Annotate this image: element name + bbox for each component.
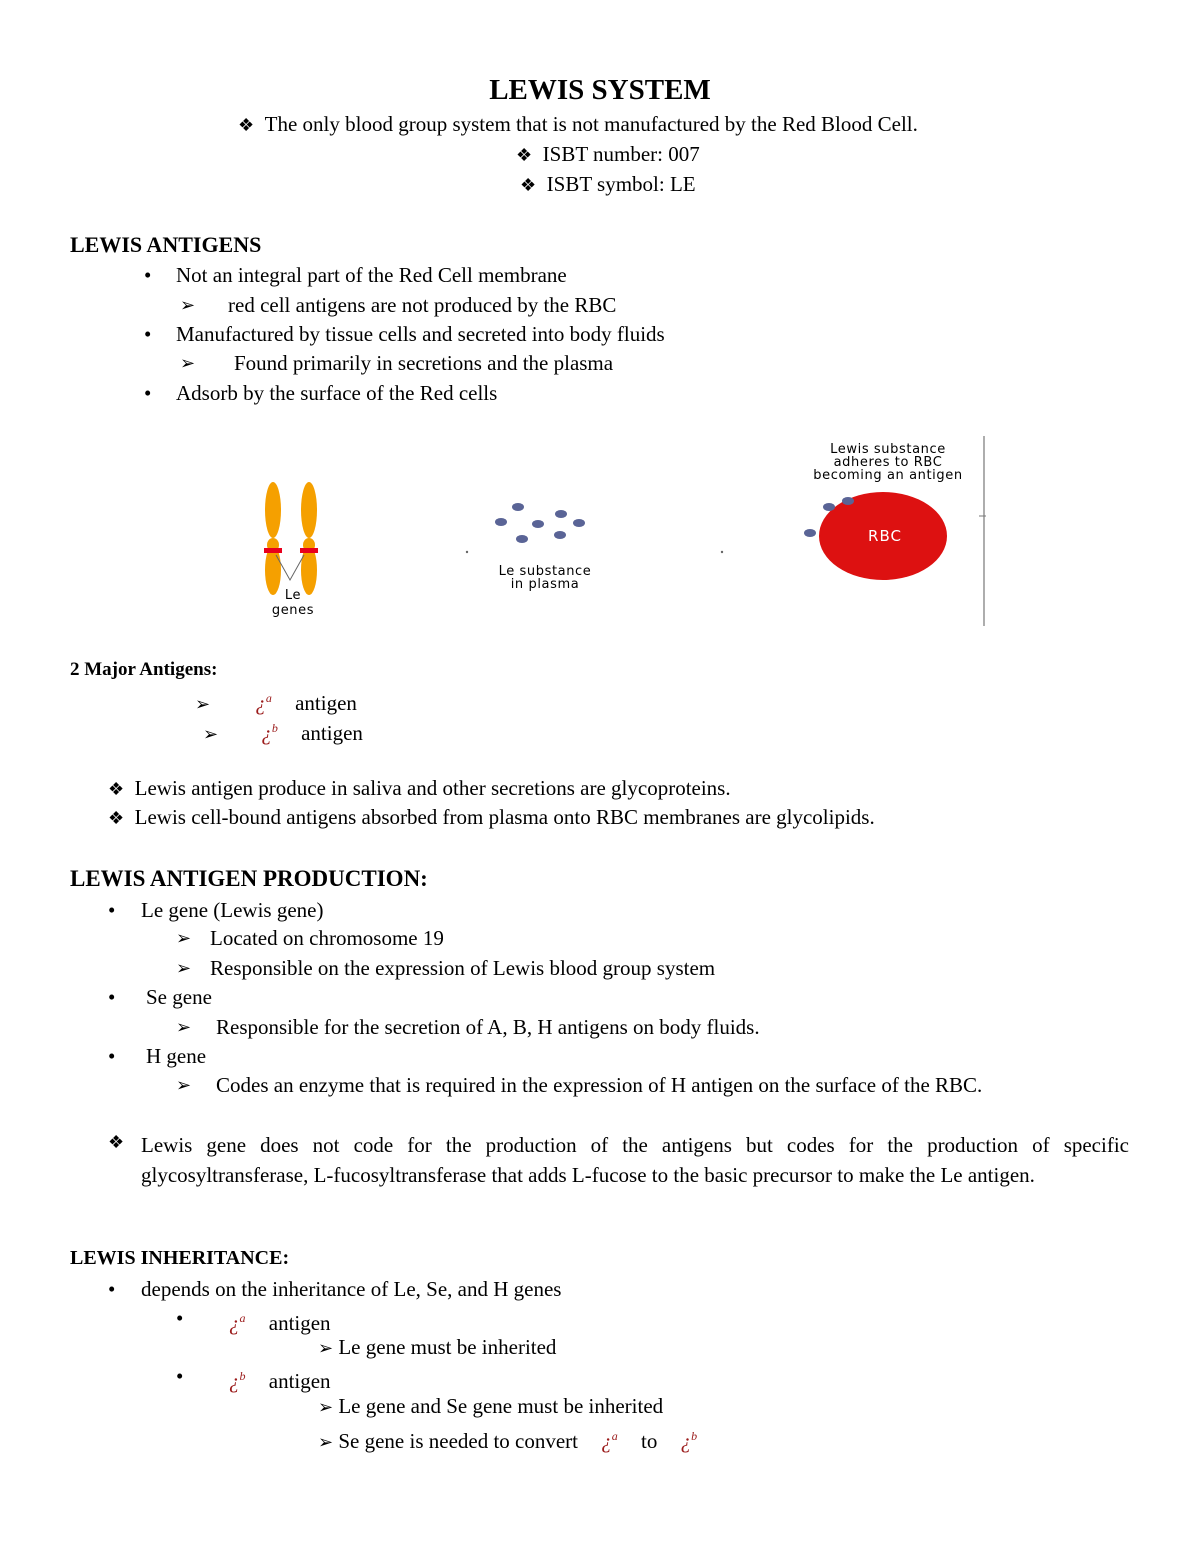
arrow-bullet-icon: ➢ xyxy=(176,1075,192,1095)
bullet-dot-icon: • xyxy=(108,898,116,922)
bullet-dot-icon: • xyxy=(108,985,116,1009)
bullet-dot-icon: • xyxy=(144,322,152,346)
section-heading-inheritance: LEWIS INHERITANCE: xyxy=(70,1247,290,1269)
diamond-bullet-icon: ❖ xyxy=(108,1132,125,1152)
list-item: Manufactured by tissue cells and secreted into body fluids xyxy=(176,322,665,346)
intro-text: ISBT number: 007 xyxy=(542,142,700,166)
arrow-bullet-icon: ➢ xyxy=(176,928,192,948)
inheritance-antigen-b: ¿$^b$ antigen xyxy=(229,1369,331,1393)
diamond-bullet-icon: ❖ xyxy=(516,145,533,165)
list-item: Located on chromosome 19 xyxy=(210,926,444,950)
list-item: red cell antigens are not produced by the RBC xyxy=(228,293,617,317)
chromosome-icon xyxy=(264,482,282,595)
arrow-bullet-icon: ➢ xyxy=(318,1338,334,1358)
arrow-bullet-icon: ➢ xyxy=(318,1397,334,1417)
major-antigen-a: ➢ ¿$^a$ antigen xyxy=(195,691,357,715)
arrow-bullet-icon: ➢ xyxy=(180,353,196,373)
arrow-bullet-icon: ➢ xyxy=(203,724,219,744)
list-item: H gene xyxy=(146,1044,207,1068)
le-substance-dots xyxy=(495,503,585,543)
diamond-bullet-icon: ❖ xyxy=(108,808,125,828)
intro-line-1 xyxy=(238,112,918,137)
page-title: LEWIS SYSTEM xyxy=(489,74,711,106)
list-item: ➢ Se gene is needed to convert ¿$^a$ to ¿$^b$ xyxy=(318,1429,698,1453)
intro-text: The only blood group system that is not manufactured by the Red Blood Cell. xyxy=(264,112,918,136)
section-heading-antigens: LEWIS ANTIGENS xyxy=(70,232,262,257)
major-antigen-b: ➢ ¿$^b$ antigen xyxy=(203,721,363,745)
list-item: Responsible on the expression of Lewis blood group system xyxy=(210,956,716,980)
diamond-bullet-icon: ❖ xyxy=(520,175,537,195)
diamond-bullet-icon: ❖ xyxy=(108,779,125,799)
list-item: Found primarily in secretions and the plasma xyxy=(234,351,614,375)
list-item: Adsorb by the surface of the Red cells xyxy=(176,381,498,405)
bullet-dot-icon: • xyxy=(144,381,152,405)
list-item: Codes an enzyme that is required in the expression of H antigen on the surface of the RBC. xyxy=(216,1073,983,1097)
note-2: ❖ Lewis cell-bound antigens absorbed from plasma onto RBC membranes are glycolipids. xyxy=(108,805,875,829)
arrow-bullet-icon: ➢ xyxy=(195,694,211,714)
bullet-dot-icon: • xyxy=(108,1277,116,1301)
list-item: depends on the inheritance of Le, Se, and H genes xyxy=(141,1277,562,1301)
intro-line-3 xyxy=(520,172,696,197)
chromosome-icon xyxy=(300,482,318,595)
lewis-diagram xyxy=(0,420,1200,650)
list-item: Le gene (Lewis gene) xyxy=(141,898,324,922)
list-item: ➢ Le gene and Se gene must be inherited xyxy=(318,1394,664,1418)
plasma-label: Le substance in plasma xyxy=(498,564,592,592)
bullet-dot-icon: • xyxy=(176,1364,184,1388)
bullet-dot-icon: • xyxy=(144,263,152,287)
major-antigens-heading: 2 Major Antigens: xyxy=(70,659,218,680)
note-1: ❖ Lewis antigen produce in saliva and other secretions are glycoproteins. xyxy=(108,776,731,800)
arrow-bullet-icon: ➢ xyxy=(176,1017,192,1037)
list-item: Not an integral part of the Red Cell membrane xyxy=(176,263,567,287)
le-genes-label: Le genes xyxy=(271,588,315,618)
rbc-label: RBC xyxy=(868,527,902,545)
section-heading-production: LEWIS ANTIGEN PRODUCTION: xyxy=(70,866,428,891)
intro-line-2 xyxy=(516,142,700,167)
list-item: ➢ Le gene must be inherited xyxy=(318,1335,557,1359)
diamond-bullet-icon: ❖ xyxy=(238,115,255,135)
bullet-dot-icon: • xyxy=(108,1044,116,1068)
arrow-bullet-icon: ➢ xyxy=(318,1432,334,1452)
arrow-bullet-icon: ➢ xyxy=(180,295,196,315)
production-note: Lewis gene does not code for the production of the antigens but codes for the production of specific glycosyltransferase, L-fucosyltransferase that adds L-fucose to the basic precursor to make the Le antigen. xyxy=(141,1133,1129,1187)
bullet-dot-icon: • xyxy=(176,1306,184,1330)
adhere-label: Lewis substance adheres to RBC becoming an antigen xyxy=(813,442,963,483)
inheritance-antigen-a: ¿$^a$ antigen xyxy=(229,1311,331,1335)
arrow-bullet-icon: ➢ xyxy=(176,958,192,978)
list-item: Se gene xyxy=(146,985,212,1009)
intro-text: ISBT symbol: LE xyxy=(546,172,696,196)
list-item: Responsible for the secretion of A, B, H antigens on body fluids. xyxy=(216,1015,760,1039)
